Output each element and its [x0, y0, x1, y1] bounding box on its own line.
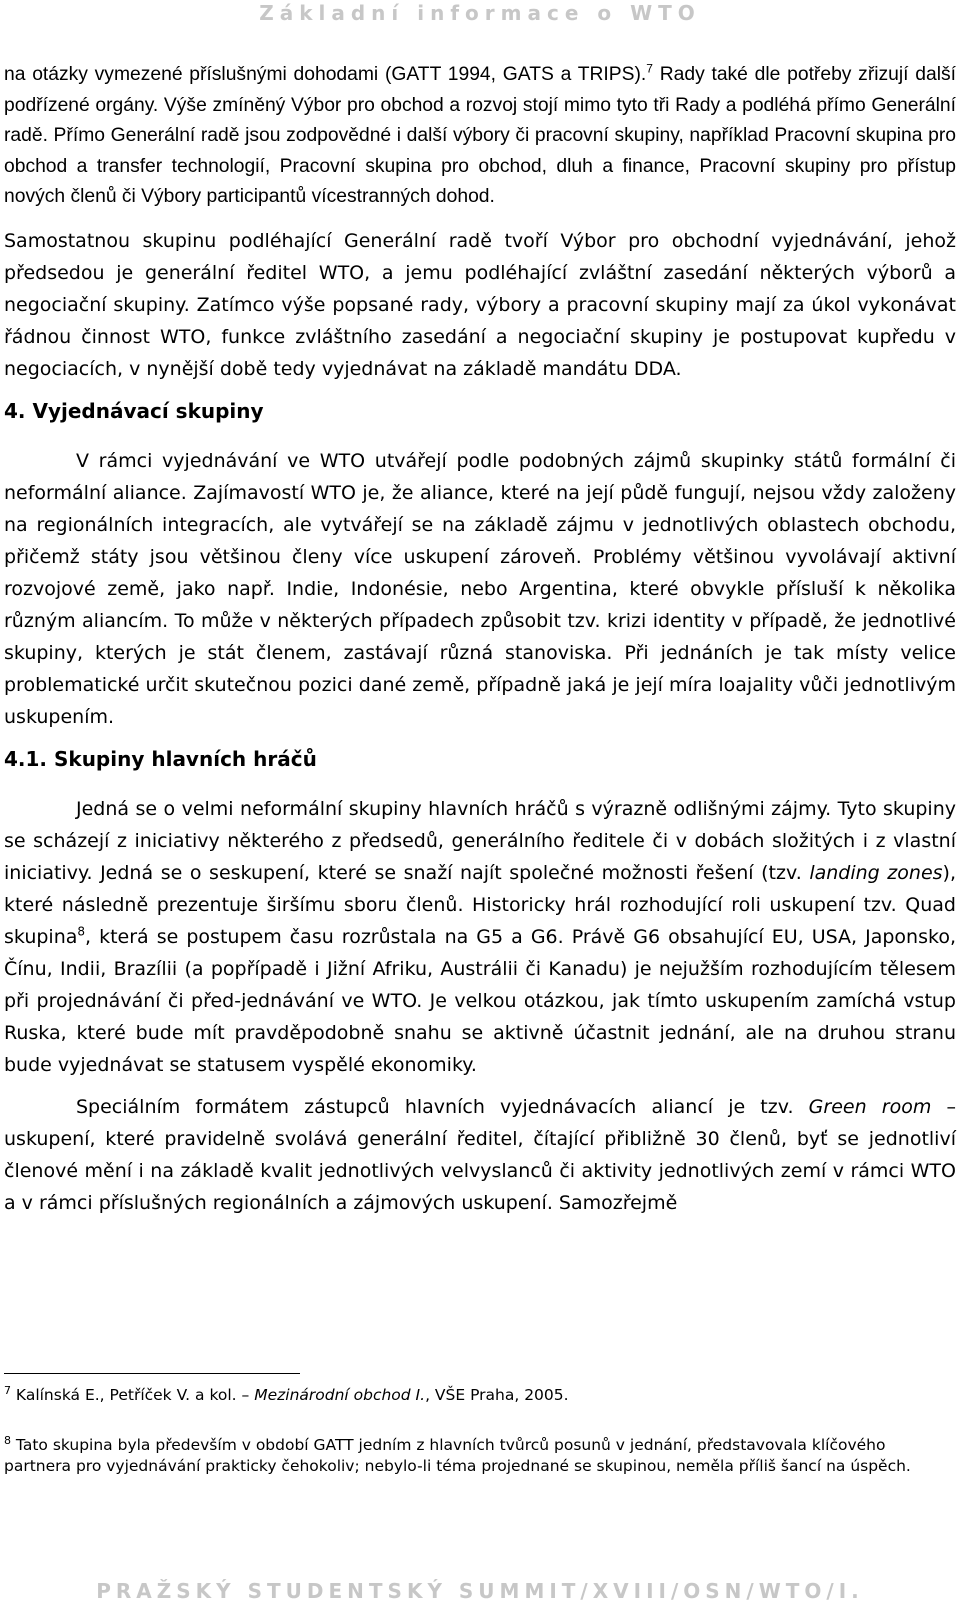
- paragraph-alliances: V rámci vyjednávání ve WTO utvářejí podle podobných zájmů skupinky států formální či neformální aliance. Zajímavostí WTO je, že aliance, které na její půdě fungují, nejsou vždy založeny na regionálních integracích, ale vytvářejí se na základě zájmu v jednotlivých oblastech obchodu, přičemž státy jsou většinou členy více uskupení zároveň. Problémy většinou vyvolávají aktivní rozvojové země, jako např. Indie, Indonésie, nebo Argentina, které obvykle přísluší k několika různým aliancím. To může v některých případech způsobit tzv. krizi identity v případě, že jednotlivé skupiny, kterých je stát členem, zastávají různá stanoviska. Při jednáních je tak místy velice problematické určit skutečnou pozici dané země, případně jaká je její míra loajality vůči jednotlivým uskupením.: [4, 449, 956, 728]
- paragraph-negotiations-committee: Samostatnou skupinu podléhající Generální radě tvoří Výbor pro obchodní vyjednávání, jehož předsedou je generální ředitel WTO, a jemu podléhající zvláštní zasedání některých výborů a negociační skupiny. Zatímco výše popsané rady, výbory a pracovní skupiny mají za úkol vykonávat řádnou činnost WTO, funkce zvláštního zasedání a negociační skupiny je postupovat kupředu v negociacích, v nynější době tedy vyjednávat na základě mandátu DDA.: [4, 229, 956, 380]
- footnote-7: [4, 1385, 956, 1406]
- paragraph-text: na otázky vymezené příslušnými dohodami (GATT 1994, GATS a TRIPS).: [4, 64, 647, 85]
- footnote-text: Kalínská E., Petříček V. a kol. –: [11, 1386, 255, 1404]
- paragraph-text: – uskupení, které pravidelně svolává generální ředitel, čítající přibližně 30 členů, byť se jednotliví členové mění i na základě kvalit jednotlivých velvyslanců či aktivity jednotlivých zemí v rámci WTO a v rámci příslušných regionálních a zájmových uskupení. Samozřejmě: [4, 1095, 956, 1214]
- footnote-8: [4, 1435, 956, 1477]
- paragraph-councils: [4, 60, 956, 213]
- footnote-ref-7[interactable]: 7: [646, 61, 653, 76]
- document-body: [4, 60, 956, 1229]
- paragraph-green-room: [4, 1091, 956, 1219]
- paragraph-text: Speciálním formátem zástupců hlavních vyjednávacích aliancí je tzv.: [76, 1095, 809, 1118]
- emphasis-text: Green room: [808, 1095, 932, 1118]
- paragraph-text: Rady také dle potřeby zřizují další podřízené orgány. Výše zmíněný Výbor pro obchod a rozvoj stojí mimo tyto tři Rady a podléhá přímo Generální radě. Přímo Generální radě jsou zodpovědné i další výbory či pracovní skupiny, například Pracovní skupina pro obchod a transfer technologií, Pracovní skupina pro obchod, dluh a finance, Pracovní skupiny pro přístup nových členů či Výbory participantů vícestranných dohod.: [4, 64, 957, 207]
- paragraph-text: Jedná se o velmi neformální skupiny hlavních hráčů s výrazně odlišnými zájmy. Tyto skupiny se scházejí z iniciativy některého z předsedů, generálního ředitele či v dobách složitých i z vlastní iniciativy. Jedná se o seskupení, které se snaží najít společné možnosti řešení (tzv.: [4, 797, 956, 884]
- paragraph-main-players: [4, 793, 956, 1081]
- footnote-number: 8: [4, 1433, 11, 1447]
- footnote-text: , VŠE Praha, 2005.: [425, 1386, 569, 1404]
- paragraph-text: , která se postupem času rozrůstala na G5 a G6. Právě G6 obsahující EU, USA, Japonsko, Čínu, Indii, Brazílii (a popřípadě i Jižní Afriku, Austrálii či Kanadu) je nejužším rozhodujícím tělesem při projednávání či před-jednávání ve WTO. Je velkou otázkou, jak tímto uskupením zamíchá vstup Ruska, které bude mít pravděpodobně snahu se aktivně účastnit jednání, ale na druhou stranu bude vyjednávat se statusem vyspělé ekonomiky.: [4, 925, 956, 1076]
- page-header: Základní informace o WTO: [259, 1, 701, 25]
- emphasis-text: landing zones: [809, 861, 943, 884]
- footnote-text: Tato skupina byla především v období GATT jedním z hlavních tvůrců posunů v jednání, představovala klíčového partnera pro vyjednávání prakticky čehokoliv; nebylo-li téma projednané se skupinou, neměla příliš šancí na úspěch.: [4, 1436, 911, 1475]
- footnote-number: 7: [4, 1383, 11, 1397]
- footnote-emphasis: Mezinárodní obchod I.: [254, 1386, 426, 1404]
- page-footer: PRAŽSKÝ STUDENTSKÝ SUMMIT/XVIII/OSN/WTO/I.: [96, 1579, 864, 1603]
- paragraph-text: ), které následně prezentuje širšímu sboru členů. Historicky hrál rozhodující roli uskupení tzv. Quad skupina: [4, 861, 956, 948]
- footnote-ref-8[interactable]: 8: [77, 924, 86, 939]
- footnote-divider: [4, 1373, 300, 1374]
- section-heading-4: 4. Vyjednávací skupiny: [4, 398, 264, 423]
- section-heading-4-1: 4.1. Skupiny hlavních hráčů: [4, 746, 317, 771]
